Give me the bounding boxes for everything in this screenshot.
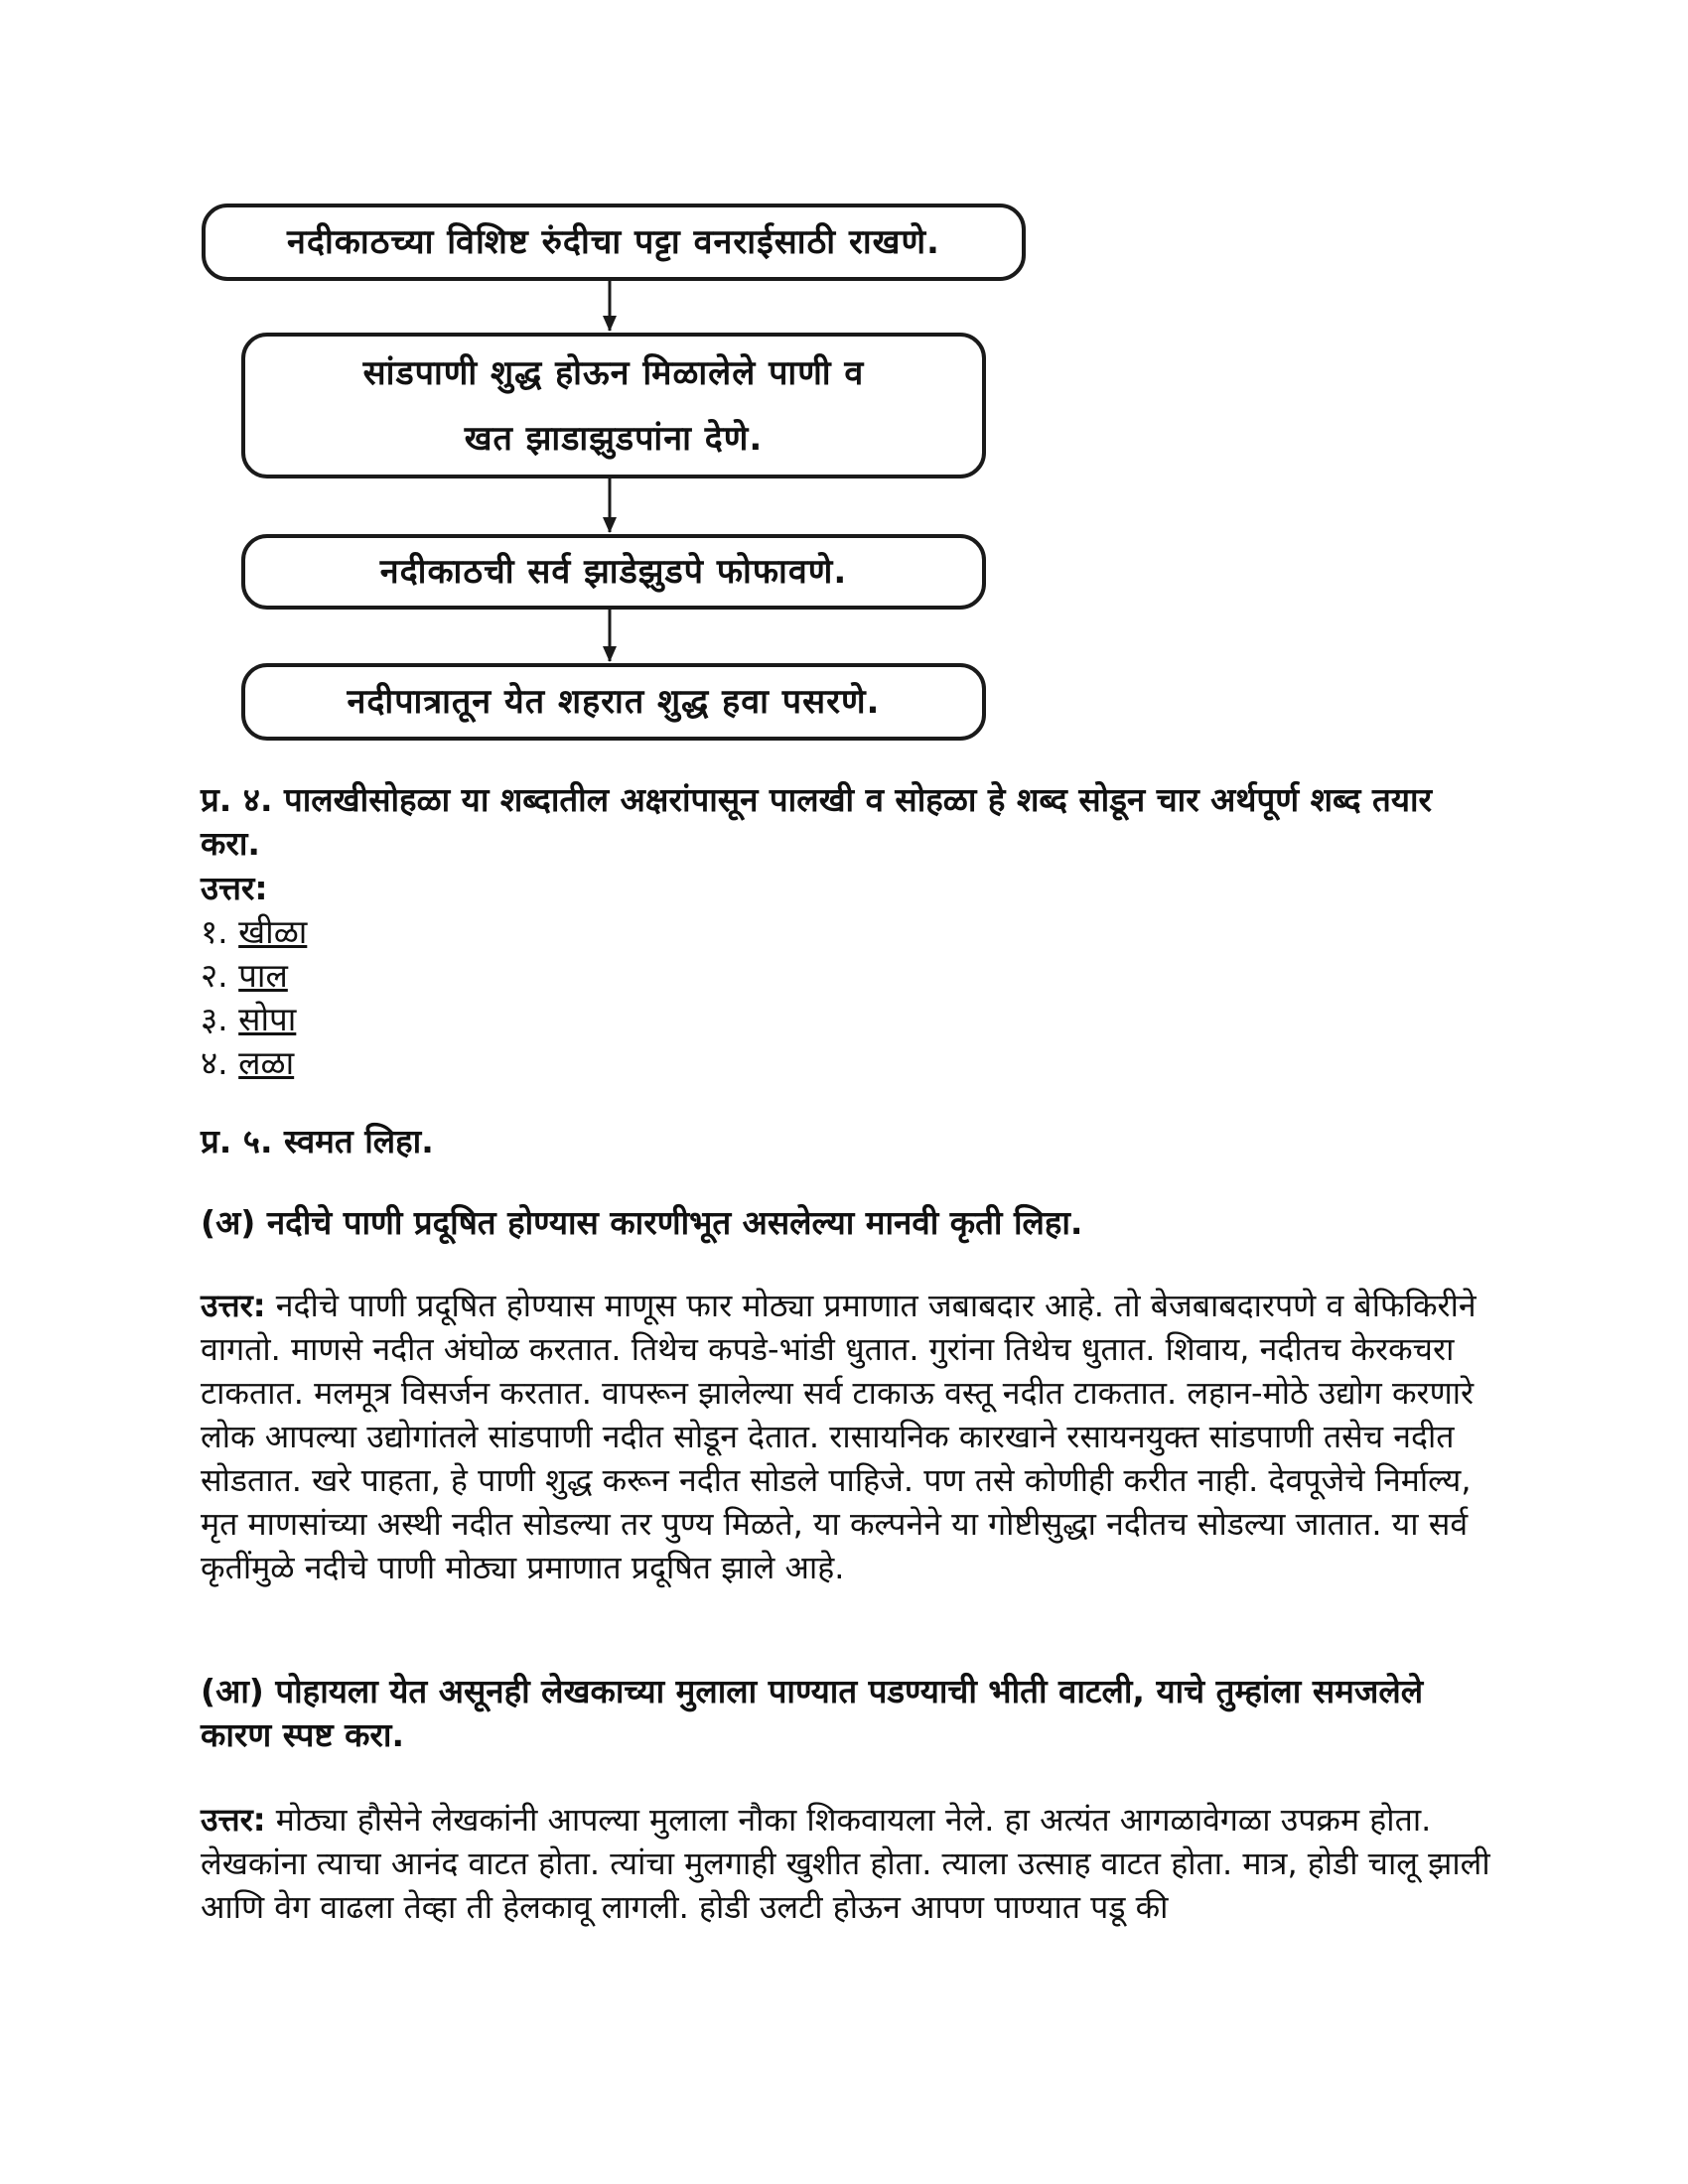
q4-answer-label: उत्तर: bbox=[201, 869, 268, 907]
answer-word: लळा bbox=[238, 1043, 295, 1082]
q5b-answer bbox=[201, 1798, 1501, 1929]
flow-step-2 bbox=[241, 333, 986, 478]
flow-step-1-text: नदीकाठच्या विशिष्ट रुंदीचा पट्टा वनराईसाठी राखणे. bbox=[287, 222, 940, 262]
q5b-answer-text: मोठ्या हौसेने लेखकांनी आपल्या मुलाला नौका शिकवायला नेले. हा अत्यंत आगळावेगळा उपक्रम होता. लेखकांना त्याचा आनंद वाटत होता. त्यांचा मुलगाही खुशीत होता. त्याला उत्साह वाटत होता. मात्र, होडी चालू झाली आणि वेग वाढला तेव्हा ती हेलकावू लागली. होडी उलटी होऊन आपण पाण्यात पडू की bbox=[201, 1801, 1490, 1926]
flow-step-1 bbox=[202, 204, 1026, 281]
answer-item-4 bbox=[201, 1041, 294, 1085]
answer-number: ४. bbox=[201, 1043, 228, 1082]
flow-step-2-line1: सांडपाणी शुद्ध होऊन मिळालेले पाणी व bbox=[362, 352, 865, 393]
answer-number: १. bbox=[201, 912, 228, 951]
arrowhead-1 bbox=[603, 316, 617, 332]
flow-step-4 bbox=[241, 663, 986, 741]
q5b-question: (आ) पोहायला येत असूनही लेखकाच्या मुलाला पाण्यात पडण्याची भीती वाटली, याचे तुम्हांला समजलेले कारण स्पष्ट करा. bbox=[201, 1672, 1424, 1754]
flow-step-3 bbox=[241, 534, 986, 610]
q5a-answer-text: नदीचे पाणी प्रदूषित होण्यास माणूस फार मोठ्या प्रमाणात जबाबदार आहे. तो बेजबाबदारपणे व बेफिकिरीने वागतो. माणसे नदीत अंघोळ करतात. तिथेच कपडे-भांडी धुतात. गुरांना तिथेच धुतात. शिवाय, नदीतच केरकचरा टाकतात. मलमूत्र विसर्जन करतात. वापरून झालेल्या सर्व टाकाऊ वस्तू नदीत टाकतात. लहान-मोठे उद्योग करणारे लोक आपल्या उद्योगांतले सांडपाणी नदीत सोडून देतात. रासायनिक कारखाने रसायनयुक्त सांडपाणी तसेच नदीत सोडतात. खरे पाहता, हे पाणी शुद्ध करून नदीत सोडले पाहिजे. पण तसे कोणीही करीत नाही. देवपूजेचे निर्माल्य, मृत माणसांच्या अस्थी नदीत सोडल्या तर पुण्य मिळते, या कल्पनेने या गोष्टीसुद्धा नदीतच सोडल्या जातात. या सर्व कृतींमुळे नदीचे पाणी मोठ्या प्रमाणात प्रदूषित झाले आहे. bbox=[201, 1287, 1477, 1586]
q5a-answer-label: उत्तर: bbox=[201, 1287, 266, 1324]
q5a-answer bbox=[201, 1284, 1501, 1589]
q5b-answer-label: उत्तर: bbox=[201, 1801, 266, 1839]
answer-word: सोपा bbox=[238, 1000, 297, 1038]
answer-item-3 bbox=[201, 998, 296, 1041]
arrowhead-3 bbox=[603, 646, 617, 662]
answer-word: खीळा bbox=[238, 912, 308, 951]
answer-word: पाल bbox=[238, 956, 288, 995]
flow-step-3-text: नदीकाठची सर्व झाडेझुडपे फोफावणे. bbox=[379, 552, 848, 592]
answer-number: २. bbox=[201, 956, 228, 995]
answer-item-1 bbox=[201, 910, 307, 954]
q5a-question: (अ) नदीचे पाणी प्रदूषित होण्यास कारणीभूत असलेल्या मानवी कृती लिहा. bbox=[201, 1203, 1083, 1242]
q5-heading: प्र. ५. स्वमत लिहा. bbox=[201, 1122, 434, 1160]
answer-number: ३. bbox=[201, 1000, 228, 1038]
answer-item-2 bbox=[201, 954, 288, 998]
flow-step-2-line2: खत झाडाझुडपांना देणे. bbox=[464, 418, 764, 459]
flow-step-4-text: नदीपात्रातून येत शहरात शुद्ध हवा पसरणे. bbox=[347, 682, 881, 722]
arrowhead-2 bbox=[603, 517, 617, 533]
q4-question: प्र. ४. पालखीसोहळा या शब्दातील अक्षरांपासून पालखी व सोहळा हे शब्द सोडून चार अर्थपूर्ण शब्द तयार करा. bbox=[201, 780, 1433, 863]
